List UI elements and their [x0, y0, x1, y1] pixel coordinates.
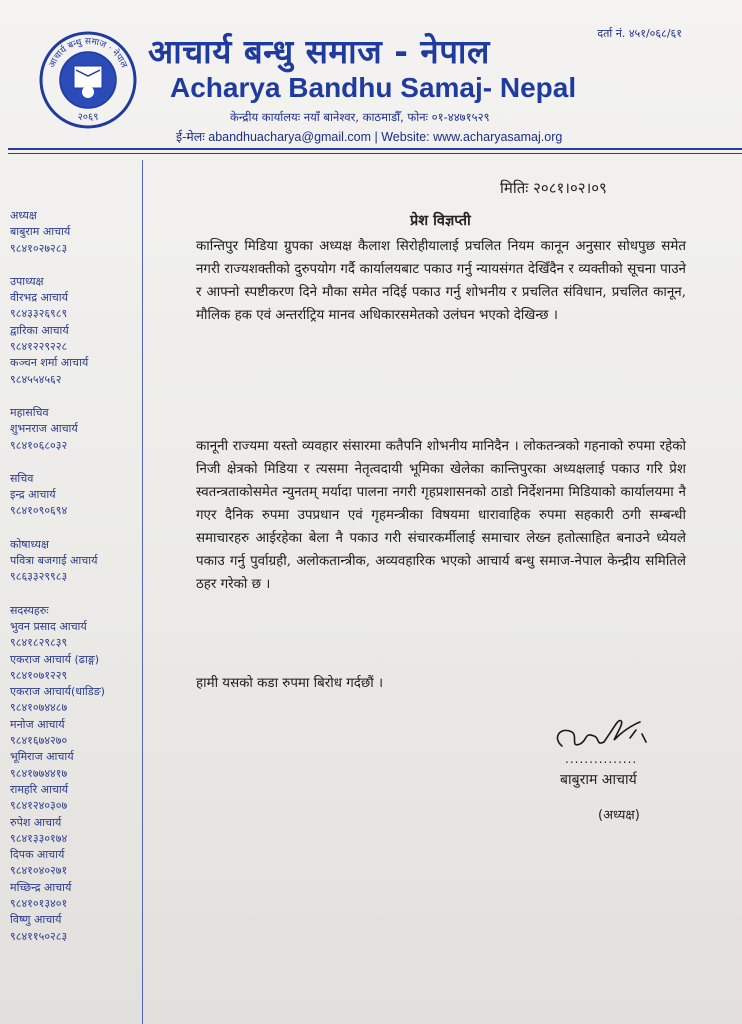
member-name: एकराज आचार्य(धाडिङ)	[10, 685, 105, 699]
signer-role: (अध्यक्ष)	[598, 808, 640, 823]
member-phone: ९८४१३३०१७४	[10, 831, 68, 845]
letter-heading: प्रेश विज्ञप्ती	[410, 213, 471, 229]
member-phone: ९८४१२४०३०७	[10, 799, 68, 813]
member-name: पवित्रा बजगाई आचार्य	[10, 554, 98, 568]
committee-group	[10, 603, 140, 945]
committee-role: सचिव	[10, 471, 34, 485]
member-name: विष्णु आचार्य	[10, 913, 62, 927]
committee-role: सदस्यहरुः	[10, 603, 49, 617]
member-name: मच्छिन्द्र आचार्य	[10, 880, 72, 894]
member-phone: ९८४११५०२८३	[10, 929, 68, 943]
paragraph-2: कानूनी राज्यमा यस्तो व्यवहार संसारमा कतैपनि शोभनीय मानिदैन । लोकतन्त्रको गहनाको रुपमा रहेको निजी क्षेत्रको मिडिया र त्यसमा नेतृत्वदायी भूमिका खेलेका कान्तिपुरका अध्यक्षलाई पकाउ गरि प्रेश स्वतन्त्रताकोसमेत न्युनतम् मर्यादा पालना नगरी गृहप्रशासनको ठाडो निर्देशनमा मिडियाको कार्यालयमा नै गएर दैनिक रुपमा उपप्रधान एवं गृहमन्त्रीका विषयमा धारावाहिक रुपमा सहकारी ठगी सम्बन्धी समाचारहरु आईरहेका बेला नै पकाउ गरी संचारकर्मीलाई समाचार लेख्न हतोत्साहित बनाउने ध्येयले पकाउ गर्नु पुर्वाग्रही, अलोकतान्त्रीक, अव्यवहारिक भएको आचार्य बन्धु समाज-नेपाल केन्द्रीय समितिले ठहर गरेको छ ।	[196, 439, 686, 592]
member-name: रामहरि आचार्य	[10, 782, 69, 796]
member-phone: ९८४१७७४४१७	[10, 766, 68, 780]
committee-role: उपाध्यक्ष	[10, 274, 44, 288]
member-phone: ९८४१२२९२२८	[10, 340, 68, 354]
seal-text: आचार्य बन्धु समाज · नेपाल	[47, 36, 129, 70]
paragraph-3: हामी यसको कडा रुपमा बिरोध गर्दछौं ।	[196, 676, 384, 691]
signer-name: बाबुराम आचार्य	[560, 772, 637, 788]
committee-group	[10, 471, 140, 520]
organization-seal-icon	[38, 30, 138, 130]
member-phone: ९८६३३२९९८३	[10, 570, 68, 584]
member-name: वीरभद्र आचार्य	[10, 291, 68, 305]
paragraph-1: कान्तिपुर मिडिया ग्रुपका अध्यक्ष कैलाश सिरोहीयालाई प्रचलित नियम कानून अनुसार सोधपुछ समेत नगरी राज्यशक्तीको दुरुपयोग गर्दै कार्यालयबाट पकाउ गर्नु न्यायसंगत देखिँदैन र व्यक्तीको सूचना पाउने र आफ्नो स्पष्टीकरण दिने मौका समेत नदिई पकाउ गर्नु शोभनीय र प्रचलित संविधान, प्रचलित कानून, मौलिक हक एवं अन्तर्राट्रिय मानव अधिकारसमेतको उलंघन भएको देखिन्छ ।	[196, 239, 686, 323]
member-name: इन्द्र आचार्य	[10, 488, 56, 502]
member-name: शुभनराज आचार्य	[10, 422, 78, 436]
committee-role: महासचिव	[10, 405, 49, 419]
member-phone: ९८४१०६८०३२	[10, 438, 68, 452]
header-divider	[8, 148, 742, 150]
organization-name-english: Acharya Bandhu Samaj- Nepal	[170, 72, 577, 103]
member-name: बाबुराम आचार्य	[10, 225, 71, 239]
member-name: रुपेश आचार्य	[10, 815, 62, 829]
member-phone: ९८४१०७१२२९	[10, 668, 68, 682]
letter-date: मितिः २०८१।०२।०९	[500, 179, 607, 197]
committee-role: कोषाध्यक्ष	[10, 537, 49, 551]
member-phone: ९८४१६७४२७०	[10, 734, 68, 748]
committee-sidebar	[10, 208, 140, 962]
member-phone: ९८४१०४०२७१	[10, 864, 68, 878]
member-name: कञ्चन शर्मा आचार्य	[10, 356, 89, 370]
member-name: भूमिराज आचार्य	[10, 750, 74, 764]
member-name: द्वारिका आचार्य	[10, 323, 69, 337]
member-phone: ९८४१०२७२८३	[10, 241, 68, 255]
member-phone: ९८४१०९०६९४	[10, 504, 68, 518]
member-phone: ९८४५५४५६२	[10, 372, 62, 386]
member-name: एकराज आचार्य (ढाङ्ग)	[10, 652, 100, 666]
committee-group	[10, 537, 140, 586]
member-phone: ९८४१८२९८३९	[10, 636, 68, 650]
member-name: भुवन प्रसाद आचार्य	[10, 619, 87, 633]
header-divider-thin	[8, 153, 742, 154]
member-name: दिपक आचार्य	[10, 848, 65, 862]
member-name: मनोज आचार्य	[10, 717, 65, 731]
seal-year: २०६९	[77, 112, 99, 123]
committee-role: अध्यक्ष	[10, 209, 37, 222]
registration-number: दर्ता नं. ४५१/०६८/६१	[597, 27, 682, 40]
member-phone: ९८४१०१३४०१	[10, 896, 68, 910]
committee-group	[10, 208, 140, 257]
organization-name-nepali: आचार्य बन्धु समाज - नेपाल	[148, 32, 490, 71]
member-phone: ९८४३३२६९८९	[10, 307, 68, 321]
contact-line: ई-मेलः abandhuacharya@gmail.com | Website: www.acharyasamaj.org	[176, 130, 563, 144]
signature-line: ...............	[565, 752, 638, 766]
committee-group	[10, 274, 140, 388]
office-address: केन्द्रीय कार्यालयः नयाँ बानेश्वर, काठमाडौँ, फोनः ०१-४४७१५२९	[230, 110, 490, 124]
member-phone: ९८४१०७४४८७	[10, 701, 68, 715]
committee-group	[10, 405, 140, 454]
sidebar-divider	[142, 160, 143, 1024]
